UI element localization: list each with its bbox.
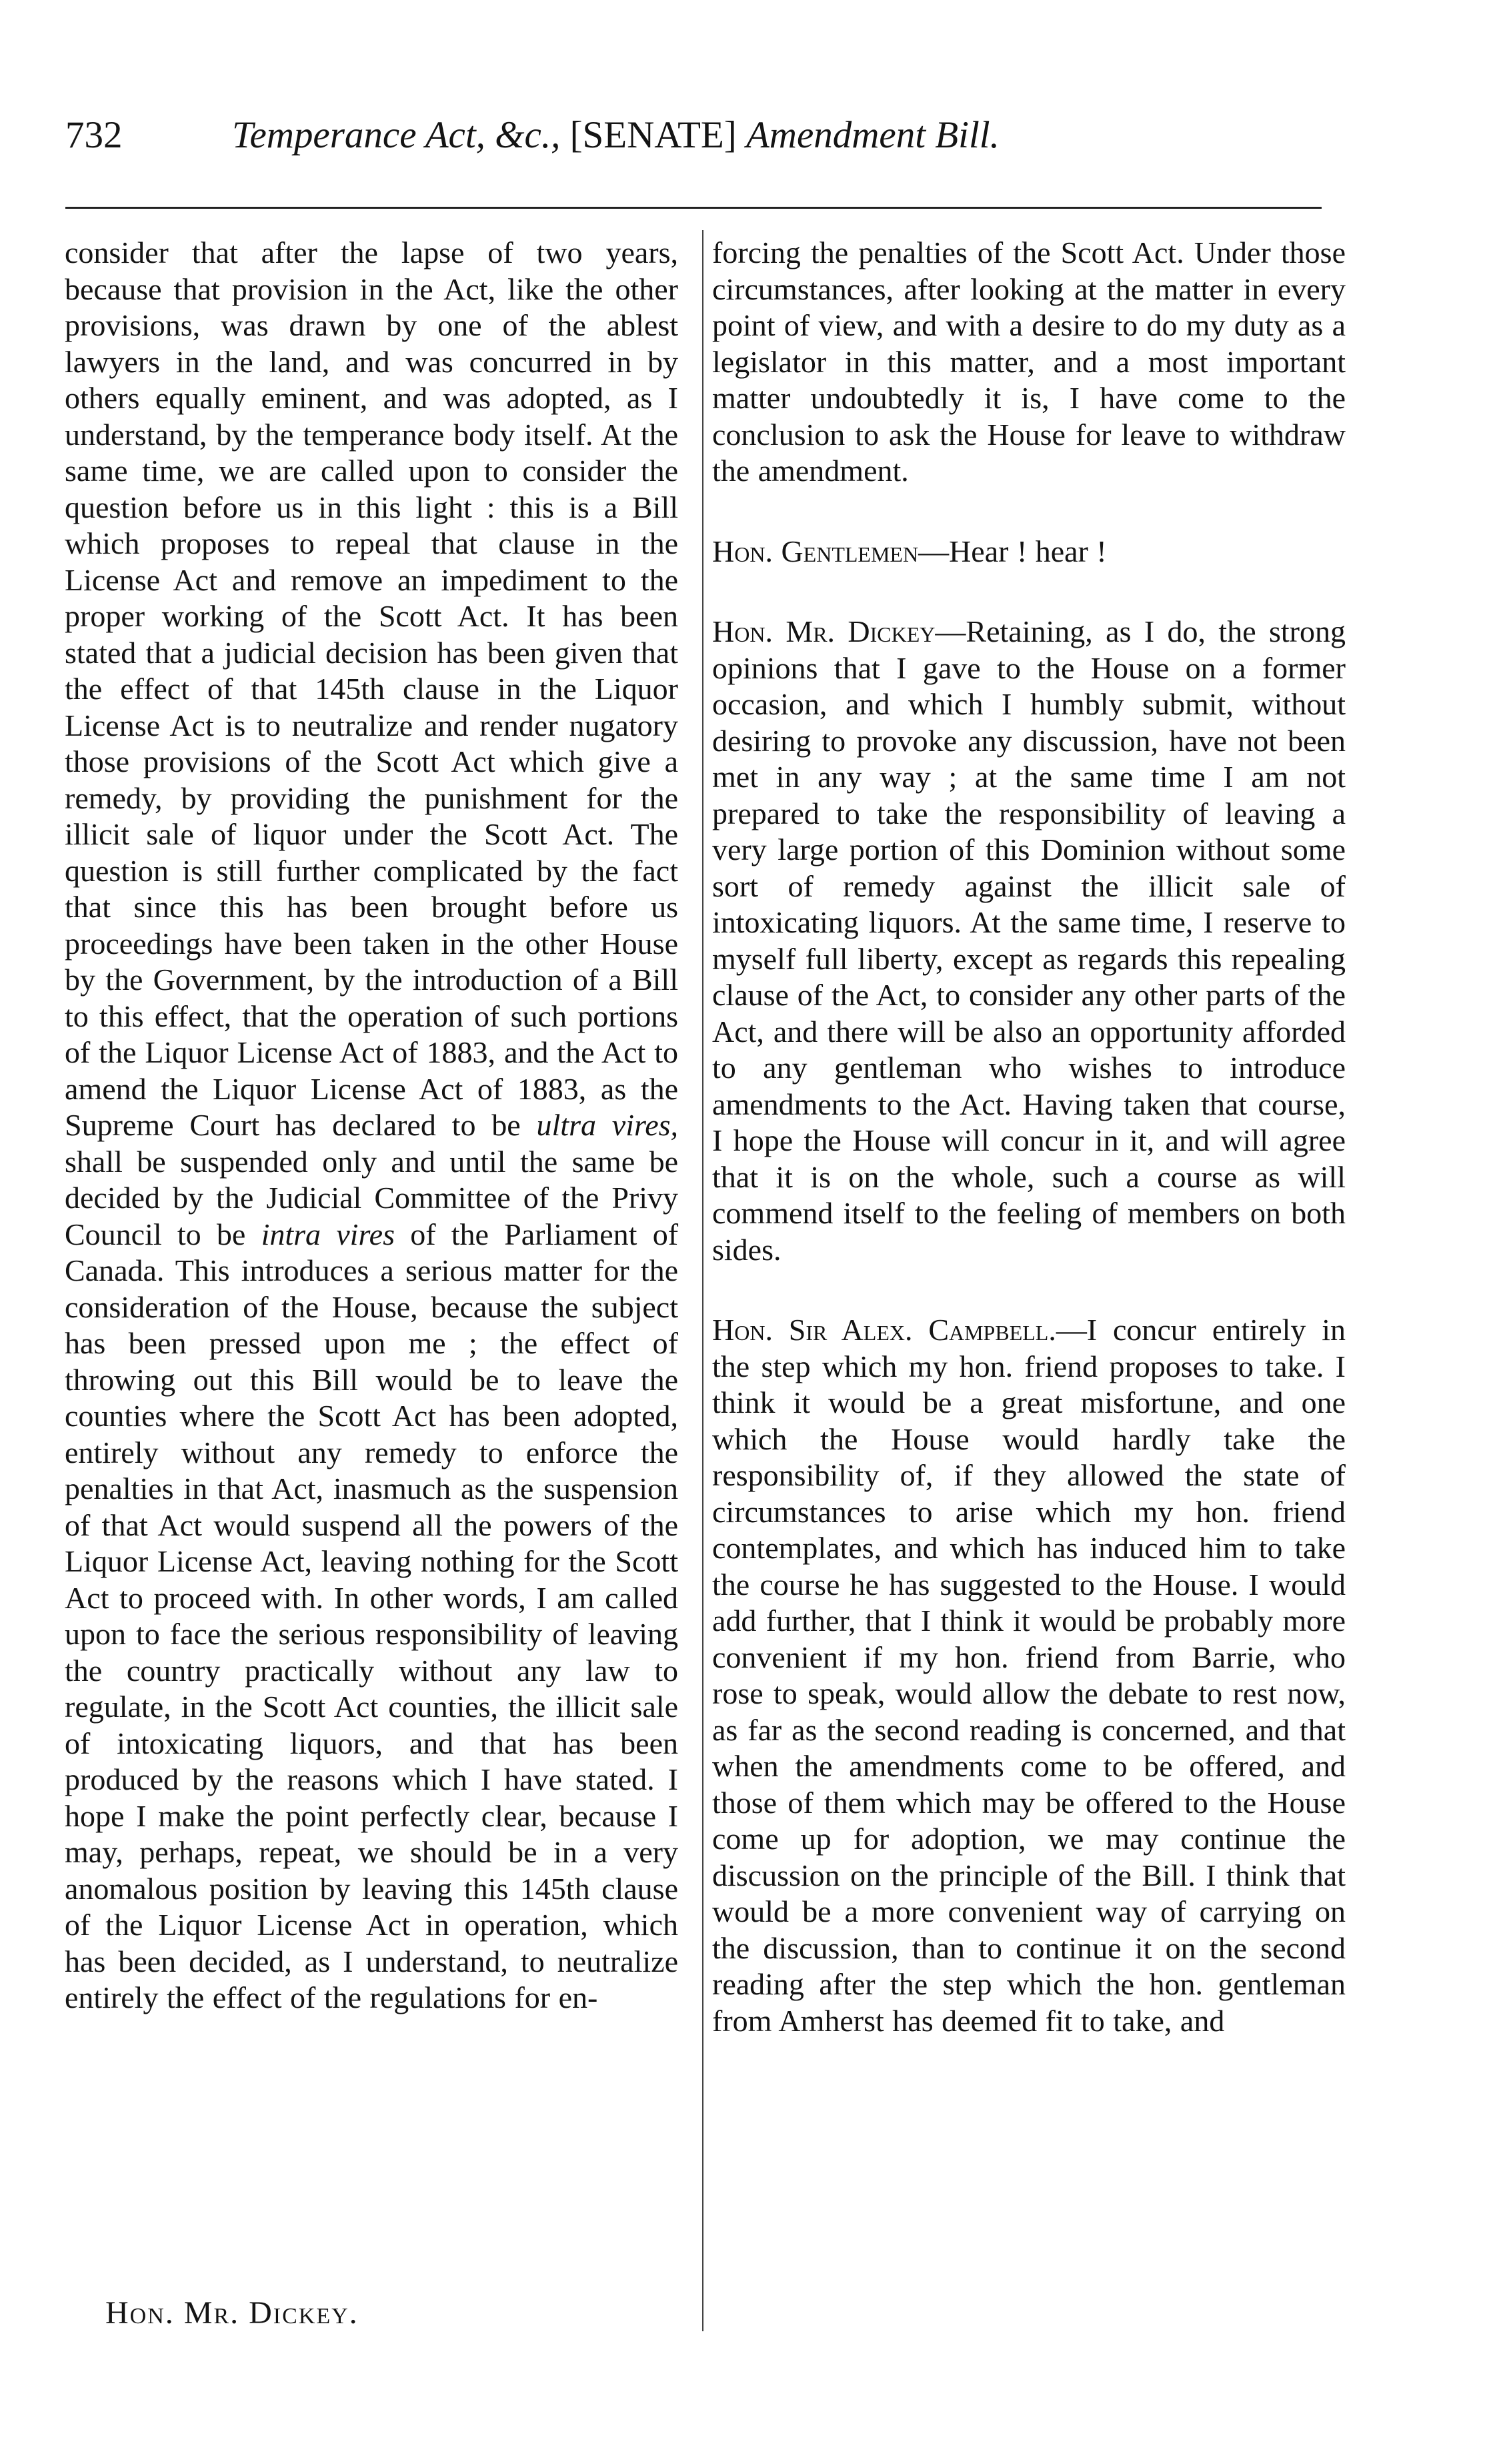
left-paragraph-text-c: of the Parliament of Canada. This introduces a serious matter for the consideration of the House, because the subject has been pressed upon me ; the effect of throwing out this Bill would be to leave the counties where the Scott Act has been adopted, entirely without any remedy to enforce the penalties in that Act, inasmuch as the suspension of that Act would suspend all the powers of the Liquor License Act, leaving nothing for the Scott Act to proceed with. In other words, I am called upon to face the serious responsibility of leaving the country practically without any law to regulate, in the Scott Act counties, the illicit sale of intoxicating liquors, and that has been produced by the reasons which I have stated. I hope I make the point perfectly clear, because I may, perhaps, repeat, we should be in a very anomalous position by leaving this 145th clause of the Liquor License Act in operation, which has been decided, as I understand, to neutralize entirely the effect of the regulations for en- [65, 1217, 679, 2014]
speech-text: —Retaining, as I do, the strong opinions that I gave to the House on a former occasion, and which I humbly submit, without desiring to provoke any discussion, have not been met in any way ; at the same time I am not prepared to take the responsibility of leaving a very large portion of this Dominion without some sort of remedy against the illicit sale of intoxicating liquors. At the same time, I reserve to myself full liberty, except as regards this repealing clause of the Act, to consider any other parts of the Act, and there will be also an opportunity afforded to any gentleman who wishes to introduce amendments to the Act. Having taken that course, I hope the House will concur in it, and will agree that it is on the whole, such a course as will commend itself to the feeling of members on both sides. [712, 614, 1346, 1267]
speech-campbell [712, 1312, 1346, 2039]
ultra-vires-term: ultra vires, [536, 1108, 679, 1142]
running-title-right: Amendment Bill. [745, 114, 1000, 156]
column-divider [702, 230, 703, 2331]
speech-gentlemen [712, 534, 1346, 570]
speaker-name: Hon. Sir Alex. Campbell. [712, 1313, 1056, 1347]
running-title [232, 112, 1000, 159]
left-paragraph-text-b: shall be suspended only and until the same be decided by the Judicial Committee of the Privy Council to be [65, 1144, 678, 1251]
left-column [65, 235, 678, 2016]
paragraph-gap [712, 1268, 1346, 1312]
speech-text: —Hear ! hear ! [918, 534, 1107, 568]
speech-dickey [712, 614, 1346, 1268]
right-column [712, 235, 1346, 2039]
paragraph-gap [712, 490, 1346, 534]
running-title-left: Temperance Act, &c., [232, 114, 561, 156]
speaker-name: Hon. Gentlemen [712, 534, 919, 568]
running-title-chamber: [SENATE] [569, 114, 737, 156]
paragraph-gap [712, 570, 1346, 614]
header-rule [65, 207, 1322, 209]
right-paragraph-1: forcing the penalties of the Scott Act. Under those circumstances, after looking at the matter in every point of view, and with a desire to do my duty as a legislator in this matter, and a most important matter undoubtedly it is, I have come to the conclusion to ask the House for leave to withdraw the amendment. [712, 235, 1346, 488]
intra-vires-term: intra vires [261, 1217, 395, 1251]
page-number: 732 [65, 114, 123, 156]
footer-speaker-signature: Hon. Mr. Dickey. [105, 2295, 359, 2331]
speaker-name: Hon. Mr. Dickey [712, 614, 936, 648]
left-paragraph [65, 235, 678, 2016]
speech-text: —I concur entirely in the step which my hon. friend proposes to take. I think it would be a great misfortune, and one which the House would hardly take the responsibility of, if they allowed the state of circumstances to arise which my hon. friend contemplates, and which has induced him to take the course he has suggested to the House. I would add further, that I think it would be probably more convenient if my hon. friend from Barrie, who rose to speak, would allow the debate to rest now, as far as the second reading is concerned, and that when the amendments come to be offered, and those of them which may be offered to the House come up for adoption, we may continue the discussion on the principle of the Bill. I think that would be a more convenient way of carrying on the discussion, than to continue it on the second reading after the step which the hon. gentleman from Amherst has deemed fit to take, and [712, 1313, 1346, 2038]
left-paragraph-text-a: consider that after the lapse of two years, because that provision in the Act, like the other provisions, was drawn by one of the ablest lawyers in the land, and was concurred in by others equally eminent, and was adopted, as I understand, by the temperance body itself. At the same time, we are called upon to consider the question before us in this light : this is a Bill which proposes to repeal that clause in the License Act and remove an impediment to the proper working of the Scott Act. It has been stated that a judicial decision has been given that the effect of that 145th clause in the Liquor License Act is to neutralize and render nugatory those provisions of the Scott Act which give a remedy, by providing the punishment for the illicit sale of liquor under the Scott Act. The question is still further complicated by the fact that since this has been brought before us proceedings have been taken in the other House by the Government, by the introduction of a Bill to this effect, that the operation of such portions of the Liquor License Act of 1883, and the Act to amend the Liquor License Act of 1883, as the Supreme Court has declared to be [65, 235, 678, 1142]
